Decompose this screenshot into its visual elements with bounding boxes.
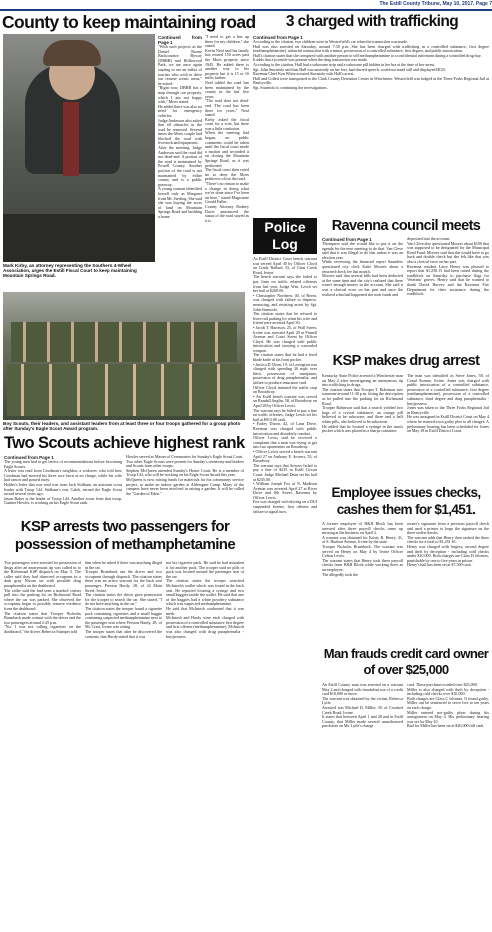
masthead-rule bbox=[0, 9, 492, 11]
police-log-text: As Estill District Court bench warrant was served April 30 by Officer Cloyd on Cindy Ballard, 33, of Clear Creek Road, Irvine. The bench warrant says she failed to pay fines on traffic related offenses from last year. Judge Wm. Lesch set her bail at $268.00. • Christopher Northern, 40, of Berea, was charged with failure to disperse, menacing, and resisting arrest by Sgt. John Sturniolo. The citation states that he refused to leave rail parking lot when his wife and friend were arrested April 30. • Jacob T. Harrison, 25, of Wall Street, Irvine was arrested April 29 at Finnell Avenue and Court Street by Officer Cloyd. He was charged with public intoxication and carrying a concealed weapon. The citation states that he had a fixed blade knife at his front pocket. • Jessica D. Dean, 19, of Lexington was charged with speeding 20 mph over limit, possession of marijuana, possession of drug paraphernalia, and failure to produce insurance card. Officer Cloyd initiated the traffic stop on Broadway. • An Estill bench warrant was served on Randall Anglin, 58, of Broadway on April 28 by Officer Lewis. The warrant says he failed to pay a fine on traffic offenses. Judge Lesch set his bail at $913.00 cash. • Farley Dixon, 42, of Lana Drive, Ravenna was charged with public intoxication and disorderly conduct. Officer Lewis said he received a complaint that a man was trying to get into two apartments on Broadway. • Officer Lewis served a bench warrant April 27 on Anthony E. Sowers, 53, of Broadway. The warrant says that Sowers failed to pay a fine of $235 in Estill Circuit Court. Judge Michael Dean set his bail at $235.00. • William Joseph Fox of N. Madison Avenue was arrested April 27 at River Drive and 8th Street, Ravenna by Officer Lewis. Fox was charged with driving on a DUI suspended license, first offense and failure to signal turn. bbox=[253, 256, 317, 514]
ksp-meth-col3: not his cigarette pack. He said he had mistaken it for another pack. The trooper said no pills or pack was located around the passenger seat of the car. The citation states the trooper searched McIntosh's wallet which was found in the back seat. He reported locating a syringe and two small baggies inside the wallet. He said that one of the baggies had a white powdery substance which was suspected methamphetamine. He said that McIntosh confirmed that it was meth. McIntosh and Hardy were each charged with possession of a controlled substance first degree and first offense (methamphetamine). McIntosh was also charged with drug paraphernalia - buy/possess. bbox=[166, 560, 244, 639]
ravenna-col1 bbox=[322, 237, 403, 351]
ksp-drug-col2: The man was identified as Steve Jones, 58, of Conal Avenue, Irvine. Jones was charged with public intoxication of a controlled substance, possession of a controlled substance, first degree (methamphetamine), possession of a controlled substance, third degree and drug paraphernalia - buy/possess. Jones was taken to the Three Forks Regional Jail in Beattyville. He was arraigned in Estill District Court on May 4 where he entered a not guilty plea to all charges. A preliminary hearing has been scheduled for Jones on May 18 in Estill District Court. bbox=[407, 373, 489, 434]
scouts-col2: Howler served as Master of Ceremonies for Sunday's Eagle Scout Court. Two other Eagle Scouts were present for Sunday's ceremony and leaders and Scouts from other troops. Stephen McQueen attended Sunday's Honor Court. He is a member of Troop 144, who will be working on his Eagle Scout Award this year. McQueen is now raising funds for materials for his community service project, to make an indoor garden at Aldersgate Camp. Many of the campers have never been involved in raising a garden. It will be called the "Garden of Eden." bbox=[126, 454, 244, 496]
man-frauds-col2: card. These purchases totaled over $25,000. Miller is also charged with theft by deception - including cold checks over $10,000. Both charges are Class C felonies. If found guilty, Miller can be sentenced to serve five to ten years on each charge. Miller entered not-guilty pleas during his arraignment on May 4. His preliminary hearing was set for May 10. Bail for Miller has been set at $20,000 full cash. bbox=[407, 682, 489, 729]
county-road-cont: Continued from Page 1 bbox=[158, 35, 204, 45]
check-cashing-col1: A former employee of H&R Block has been arrested after three payroll checks came up missing at the business on April 2. A warrant was obtained for Kristy R. Henry, 41, of S. Hudson Avenue, Irvine by the state. Trooper Nicholas Brumback. The warrant was served on Henry on May 4 by Irvine Officer Colton Lewis. The warrant states that Henry took three payroll checks from H&R Block while working there as an employee. The allegedly took the bbox=[322, 521, 403, 577]
ksp-drug-headline: KSP makes drug arrest bbox=[332, 353, 480, 369]
photo-boy-scouts bbox=[3, 292, 245, 420]
photo1-caption: Mark Kirby, an attorney representing the Southern 4-Wheel Association, urges the Estill Fiscal Court to keep maintaining Mountain Springs Road. bbox=[3, 263, 137, 279]
ksp-meth-col1: Two passengers were arrested for possession of drugs after an anonymous tip was called in to the Richmond KSP dispatch on May 3. The caller said they had observed occupants in a dark gray Nissan car with possible drug paraphernalia on the dashboard. The caller said the had seen a marked cruiser pull into the parking lot on Richmond Road where the car was parked. She observed the occupants begin to possibly remove evidence from the dashboard. The citation states that Trooper Nicholas Brumback made contact with the driver and the two passengers around 2:45 p.m. "No, I was not rolling cigarettes on the dashboard," the driver, Rebecca Stamper told bbox=[4, 560, 81, 634]
trafficking-cont: Continued from Page 1 bbox=[253, 35, 303, 40]
photo-front-row bbox=[7, 364, 241, 416]
check-cashing-col2: owner's signature from a previous payroll check and used a printer to forge the signature on the three stolen checks. The warrant adds that Henry then cashed the three checks for a total of $1,451.61. Henry was charged with forgery, second degree and theft by deception - including cold checks under $10,000. Both charges are Class D felonies, punishable by one to five years in prison. Henry's bail has been set at $7,500 cash. bbox=[407, 521, 489, 568]
photo-tie bbox=[63, 102, 79, 176]
ravenna-col1-text: Thompson said she would like to put it on the agenda for the next meeting to do that. Van Cleve said that it was illegal to do that unless it was an election year. While reviewing the financial report Saunders questioned city clerk Katie Moores about a returned check fee last month. Moores said that several bills had been deducted at the same time and the city's realized that there wasn't enough money in the account. She said it was a clerical error on her part and once the realized what had happened she took funds and bbox=[322, 241, 403, 297]
county-road-col2: "I need to get a bus up there for my children," she stated. Kevin Neal said his family has owned 150 acres past the Moes property since 1945. He added there is another way to his property but it is 15 or 16 miles farther. Neal added the road has been maintained by the county in the last five years. "The road does not dead-end. The road has been there for years," Neal stated. Kirby asked the fiscal court for a vote, but there was a little confusion. When the meeting had begun, no public comments could be taken until the fiscal court made a motion and seconded it on closing the Mountain Springs Road, as it was petitioned. The fiscal court then voted no to deny the Moes petition to close the road. "There's no reason to make a change in doing what we've done since I've been on here," stated Magistrate Gerald Fuller. County Attorney Rodney Davis announced the status of the road stayed as it is. bbox=[205, 34, 249, 223]
photo2-caption: Boy Scouts, their leaders, and assistant leaders from at least three or four troops gathered for a group photo after Sunday's Eagle Scout Award program. bbox=[3, 421, 241, 432]
photo-back-row bbox=[11, 322, 237, 362]
police-log-title: Police Log bbox=[264, 219, 310, 252]
scouts-col1-text: The young men had to get letters of recommendations before becoming Eagle Scouts. A letter was read from Goodman's neighbor, a widower, who told how Goodman had mowed his three acre lawn at no charge, while his wife had cancer and passed away. Holder's letter that was read was from Jack Stidham, an assistant scout leader with Troop 144. Stidham's son, Caleb, earned the Eagle Scout award several years ago. Jason Baber is the leader of Troop 144. Another scout from that troop, Gunner Howler, is working on his Eagle Scout rank. bbox=[4, 459, 122, 506]
ksp-meth-headline: KSP arrests two passengers for possession of methamphetamine bbox=[14, 518, 236, 553]
scouts-col1 bbox=[4, 455, 122, 517]
county-road-headline: County to keep maintaining road bbox=[2, 12, 256, 32]
county-road-col1-text: "With such projects as the Daniel Boone Backcountry Byway (DBBB) and Hollowood Park, we are once again starting to see an influx of tourists who wish to drive our remote scenic areas," he stated. "Right now, DBBB has a map through our property, which I am not happy with," Moes stated. He added there was also no need for emergency vehicles. Judge Anderson also asked that all obstacles in the road be removed. Several times the Moes couple had blocked the road with livestock and equipment. After the meeting, Judge Anderson said the road did not dead-end. A portion of the road is maintained by Powell County. Another portion of the road is not maintained by either county and is a public passway. A young woman identified herself only as Margaret from Mt. Sterling. She said she was buying the acres of land on Mountain Springs Road and building a home. bbox=[158, 44, 202, 219]
trafficking-text: According to the citation, two children were in Westerfield's car when the transaction was made. Hall was also arrested on Saturday, around 7:30 p.m. She has been charged with trafficking in a controlled substance, first degree (methamphetamine), unlawful transaction with a minor, possession of a controlled substance, first degree, and public intoxication. Hall's citation states that she conspired with another person to sell methamphetamine to a confidential informant during a controlled drug buy. It adds that a juvenile was present when the drug transaction was made. According to the citation, Hall had a suboxone strip and a suboxone pill hidden in her bra at the time of her arrest. Sgt. John Sturniolo said that Hall was unsteady on her feet, had slurred speech, could not stand still and displayed HGN. Ravenna Chief Ken White assisted Sturniolo with Hall's arrest. Hall and Collett were transported to the Clark County Detention Center in Winchester. Westerfield was lodged in the Three Forks Regional Jail at Beattyville. Sgt. Sturniolo is continuing the investigations. bbox=[253, 39, 489, 90]
ravenna-cont: Continued from Page 1 bbox=[322, 237, 372, 242]
masthead: The Estill County Tribune, May 10, 2017, Page 7 bbox=[379, 1, 492, 7]
county-road-col1 bbox=[158, 35, 202, 288]
ksp-meth-col2: him when he asked if there was anything illegal in the car. Trooper Brumback ran the driver and two occupants through dispatch. The citation states there was an active warrant for the back seat passenger, Preston Hardy, 28, of 42 Main Street, Irvine. The citation states the driver gave permission for the trooper to search the car. She stated, "I do not have anything in the car." The citation states the trooper found a cigarette pack containing cigarettes and a small baggie containing suspected methamphetamine next to the passenger seat where Preston Hardy, 28, of Mt. Crest, Irvine was sitting. The trooper states that after he discovered the contents, that Hardy stated that it was bbox=[85, 560, 162, 639]
scouts-headline: Two Scouts achieve highest rank bbox=[4, 434, 245, 452]
scouts-cont: Continued from Page 1 bbox=[4, 455, 54, 460]
police-log-box bbox=[253, 218, 317, 254]
ksp-drug-col1: Kentucky State Police arrested a Winchester man on May 2 after investigating an anonymous tip into trafficking in drugs. The citation states that Trooper T. Robinson saw someone around 11:30 p.m. fitting the description as he pulled into the parking lot on Richmond Road. Trooper Robinson said that a search yielded two bags of a crystal substance, an orange pill believed to be suboxone, and three and a half white pills, also believed to be suboxone. He added that he located a syringe in the man's pocket which was placed in a sharps container. bbox=[322, 373, 403, 434]
check-cashing-headline: Employee issues checks, cashes them for $1,451. bbox=[331, 485, 481, 517]
man-frauds-headline: Man frauds credit card owner of over $25,000 bbox=[323, 646, 489, 677]
photo-mark-kirby bbox=[3, 34, 155, 262]
photo-table bbox=[3, 214, 155, 262]
ravenna-col2: deposited into the account. Van Cleve also questioned Moores about $100 that was supposed to be designated for the Municipal Road Fund. Moores said that she would have to go back and double check but she felt like that was also a clerical error on her part. Ravenna resident Larry Henry was pleased to report that $1,258.15 had been raised during the roadblock on Saturday to purchase flags for Veterans' graves. Henry said that he wanted to thank David Harvey and the Ravenna Fire Department for their assistance during the roadblock. bbox=[407, 236, 489, 297]
photo-hair bbox=[43, 40, 101, 66]
trafficking-headline: 3 charged with trafficking bbox=[285, 13, 459, 30]
trafficking-body bbox=[253, 35, 489, 212]
man-frauds-col1: An Estill County man was arrested on a warrant May 2 and charged with fraudulent use of a credit card $10,000 or more. The warrant was obtained by the victim, Rebecca Lytle. Arrested was Michael D. Miller, 39, of Crooked Creek Road, Irvine. It states that between April 1 and 28 and in Estill County, that Miller made several unauthorized purchases on Ms. Lytle's charge bbox=[322, 682, 403, 729]
ravenna-headline: Ravenna council meets bbox=[331, 218, 481, 234]
